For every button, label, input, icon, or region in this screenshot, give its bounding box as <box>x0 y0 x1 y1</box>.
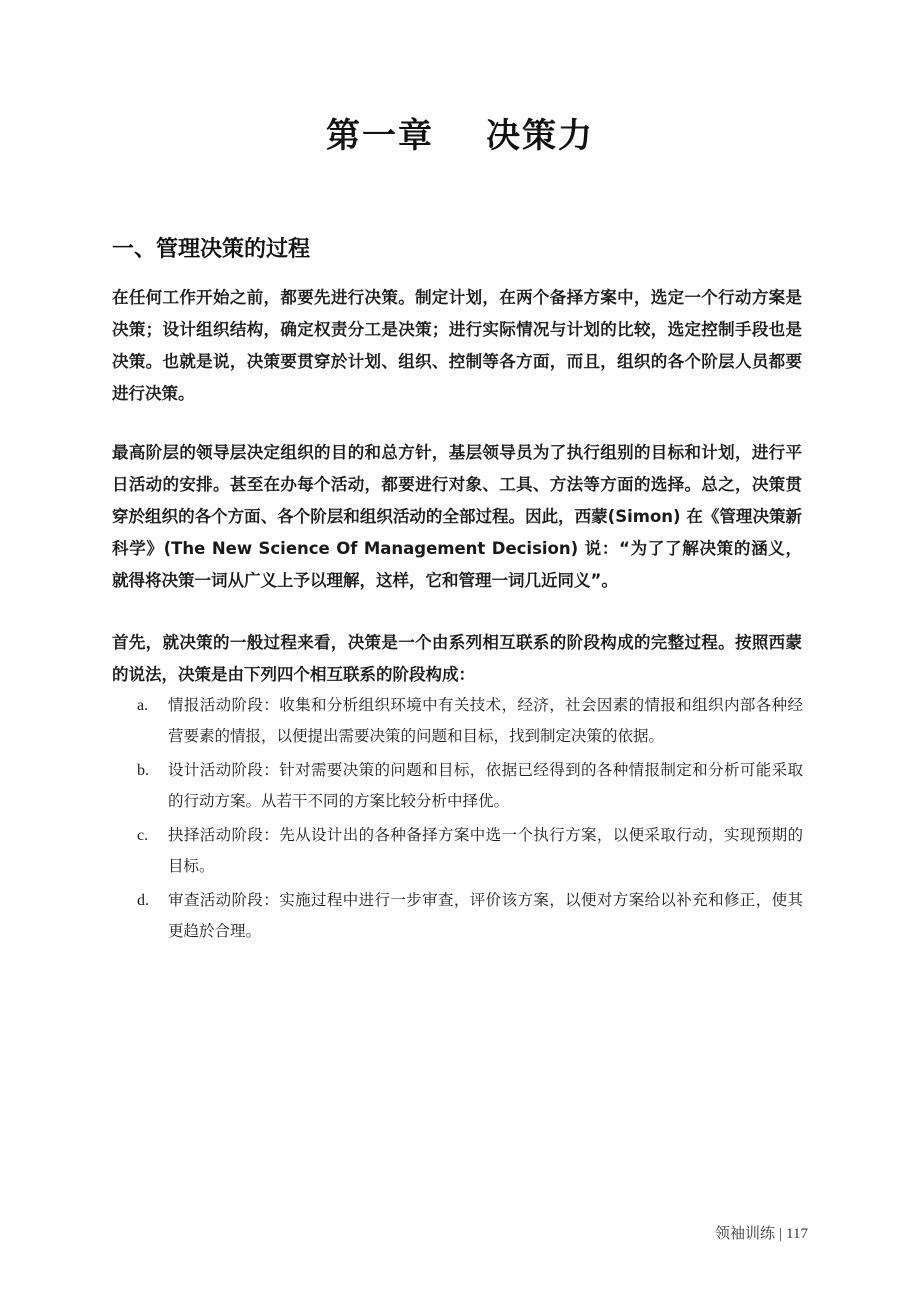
stage-item-choice <box>0 820 803 882</box>
paragraph-decision-process-intro: 首先，就决策的一般过程来看，决策是一个由系列相互联系的阶段构成的完整过程。按照西蒙的说法，决策是由下列四个相互联系的阶段构成： <box>112 633 802 684</box>
stage-text: 情报活动阶段：收集和分析组织环境中有关技术，经济，社会因素的情报和组织内部各种经营要素的情报，以便提出需要决策的问题和目标，找到制定决策的依据。 <box>168 696 803 745</box>
stage-marker: b. <box>137 762 149 779</box>
paragraph-decision-levels: 最高阶层的领导层决定组织的目的和总方针，基层领导员为了执行组别的目标和计划，进行平日活动的安排。甚至在办每个活动，都要进行对象、工具、方法等方面的选择。总之，决策贯穿於组织的各个方面、各个阶层和组织活动的全部过程。因此，西蒙(Simon) 在《管理决策新科学》(The New Science Of Management Decision) 说：“为了了解决策的涵义，就得将决策一词从广义上予以理解，这样，它和管理一词几近同义”。 <box>112 443 802 590</box>
stage-marker: a. <box>137 697 149 714</box>
chapter-name: 决策力 <box>486 116 594 156</box>
chapter-title <box>0 108 920 157</box>
decision-stages-list <box>0 690 920 950</box>
footer-separator: | <box>779 1226 783 1242</box>
paragraph-decision-everywhere: 在任何工作开始之前，都要先进行决策。制定计划，在两个备择方案中，选定一个行动方案是决策；设计组织结构，确定权责分工是决策；进行实际情况与计划的比较，选定控制手段也是决策。也就是说，决策要贯穿於计划、组织、控制等各方面，而且，组织的各个阶层人员都要进行决策。 <box>112 288 802 403</box>
stage-marker: d. <box>137 892 149 909</box>
page-footer <box>715 1222 808 1243</box>
stage-item-review <box>0 885 803 947</box>
chapter-number: 第一章 <box>326 116 434 156</box>
stage-marker: c. <box>137 827 149 844</box>
stage-text: 审查活动阶段：实施过程中进行一步审查，评价该方案，以便对方案给以补充和修正，使其更趋於合理。 <box>168 891 803 940</box>
stage-item-design <box>0 755 803 817</box>
page-number: 117 <box>786 1226 808 1242</box>
stage-item-intelligence <box>0 690 803 752</box>
section-heading: 一、管理决策的过程 <box>112 237 311 262</box>
stage-text: 设计活动阶段：针对需要决策的问题和目标，依据已经得到的各种情报制定和分析可能采取的行动方案。从若干不同的方案比较分析中择优。 <box>168 761 803 810</box>
footer-book-title: 领袖训练 <box>715 1226 776 1242</box>
stage-text: 抉择活动阶段：先从设计出的各种备择方案中选一个执行方案，以便采取行动，实现预期的目标。 <box>168 826 803 875</box>
